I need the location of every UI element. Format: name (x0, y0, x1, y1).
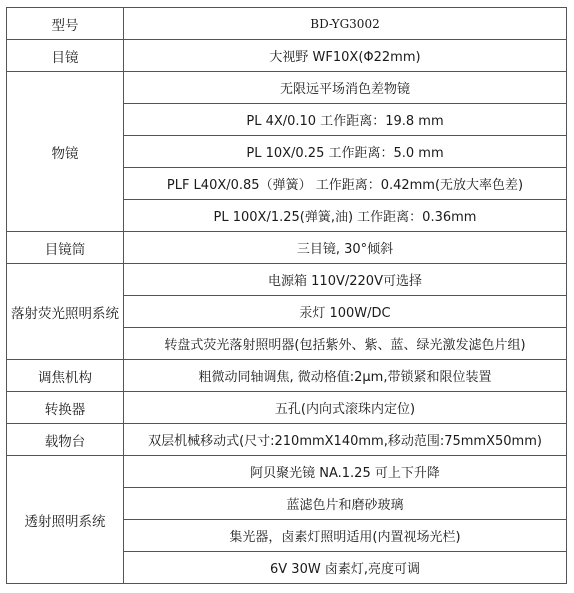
row-value-model: BD-YG3002 (124, 8, 567, 40)
table-row (7, 8, 567, 40)
table-row (7, 360, 567, 392)
row-value-tube: 三目镜, 30°倾斜 (124, 232, 567, 264)
table-row (7, 264, 567, 296)
row-label-stage: 载物台 (7, 424, 124, 456)
row-label-objective: 物镜 (7, 72, 124, 232)
row-value-transmitted-0: 阿贝聚光镜 NA.1.25 可上下升降 (124, 456, 567, 488)
row-label-nosepiece: 转换器 (7, 392, 124, 424)
table-row (7, 424, 567, 456)
row-value-eyepiece: 大视野 WF10X(Φ22mm) (124, 40, 567, 72)
row-value-objective-3: PLF L40X/0.85（弹簧） 工作距离：0.42mm(无放大率色差) (124, 168, 567, 200)
row-label-tube: 目镜筒 (7, 232, 124, 264)
row-value-fluorescence-1: 汞灯 100W/DC (124, 296, 567, 328)
row-label-transmitted: 透射照明系统 (7, 456, 124, 584)
row-label-focus: 调焦机构 (7, 360, 124, 392)
row-value-transmitted-3: 6V 30W 卤素灯,亮度可调 (124, 552, 567, 584)
table-row (7, 392, 567, 424)
row-value-objective-1: PL 4X/0.10 工作距离：19.8 mm (124, 104, 567, 136)
row-value-objective-4: PL 100X/1.25(弹簧,油) 工作距离：0.36mm (124, 200, 567, 232)
row-value-transmitted-1: 蓝滤色片和磨砂玻璃 (124, 488, 567, 520)
row-label-eyepiece: 目镜 (7, 40, 124, 72)
row-value-focus: 粗微动同轴调焦, 微动格值:2μm,带锁紧和限位装置 (124, 360, 567, 392)
row-value-stage: 双层机械移动式(尺寸:210mmX140mm,移动范围:75mmX50mm) (124, 424, 567, 456)
table-row (7, 72, 567, 104)
row-value-fluorescence-0: 电源箱 110V/220V可选择 (124, 264, 567, 296)
row-value-transmitted-2: 集光器，卤素灯照明适用(内置视场光栏) (124, 520, 567, 552)
table-row (7, 40, 567, 72)
row-value-objective-2: PL 10X/0.25 工作距离：5.0 mm (124, 136, 567, 168)
spec-table (6, 7, 567, 584)
table-row (7, 456, 567, 488)
table-row (7, 232, 567, 264)
row-value-fluorescence-2: 转盘式荧光落射照明器(包括紫外、紫、蓝、绿光激发滤色片组) (124, 328, 567, 360)
row-value-objective-0: 无限远平场消色差物镜 (124, 72, 567, 104)
row-label-model: 型号 (7, 8, 124, 40)
spec-table-container (6, 7, 567, 584)
row-label-fluorescence: 落射荧光照明系统 (7, 264, 124, 360)
row-value-nosepiece: 五孔(内向式滚珠内定位) (124, 392, 567, 424)
